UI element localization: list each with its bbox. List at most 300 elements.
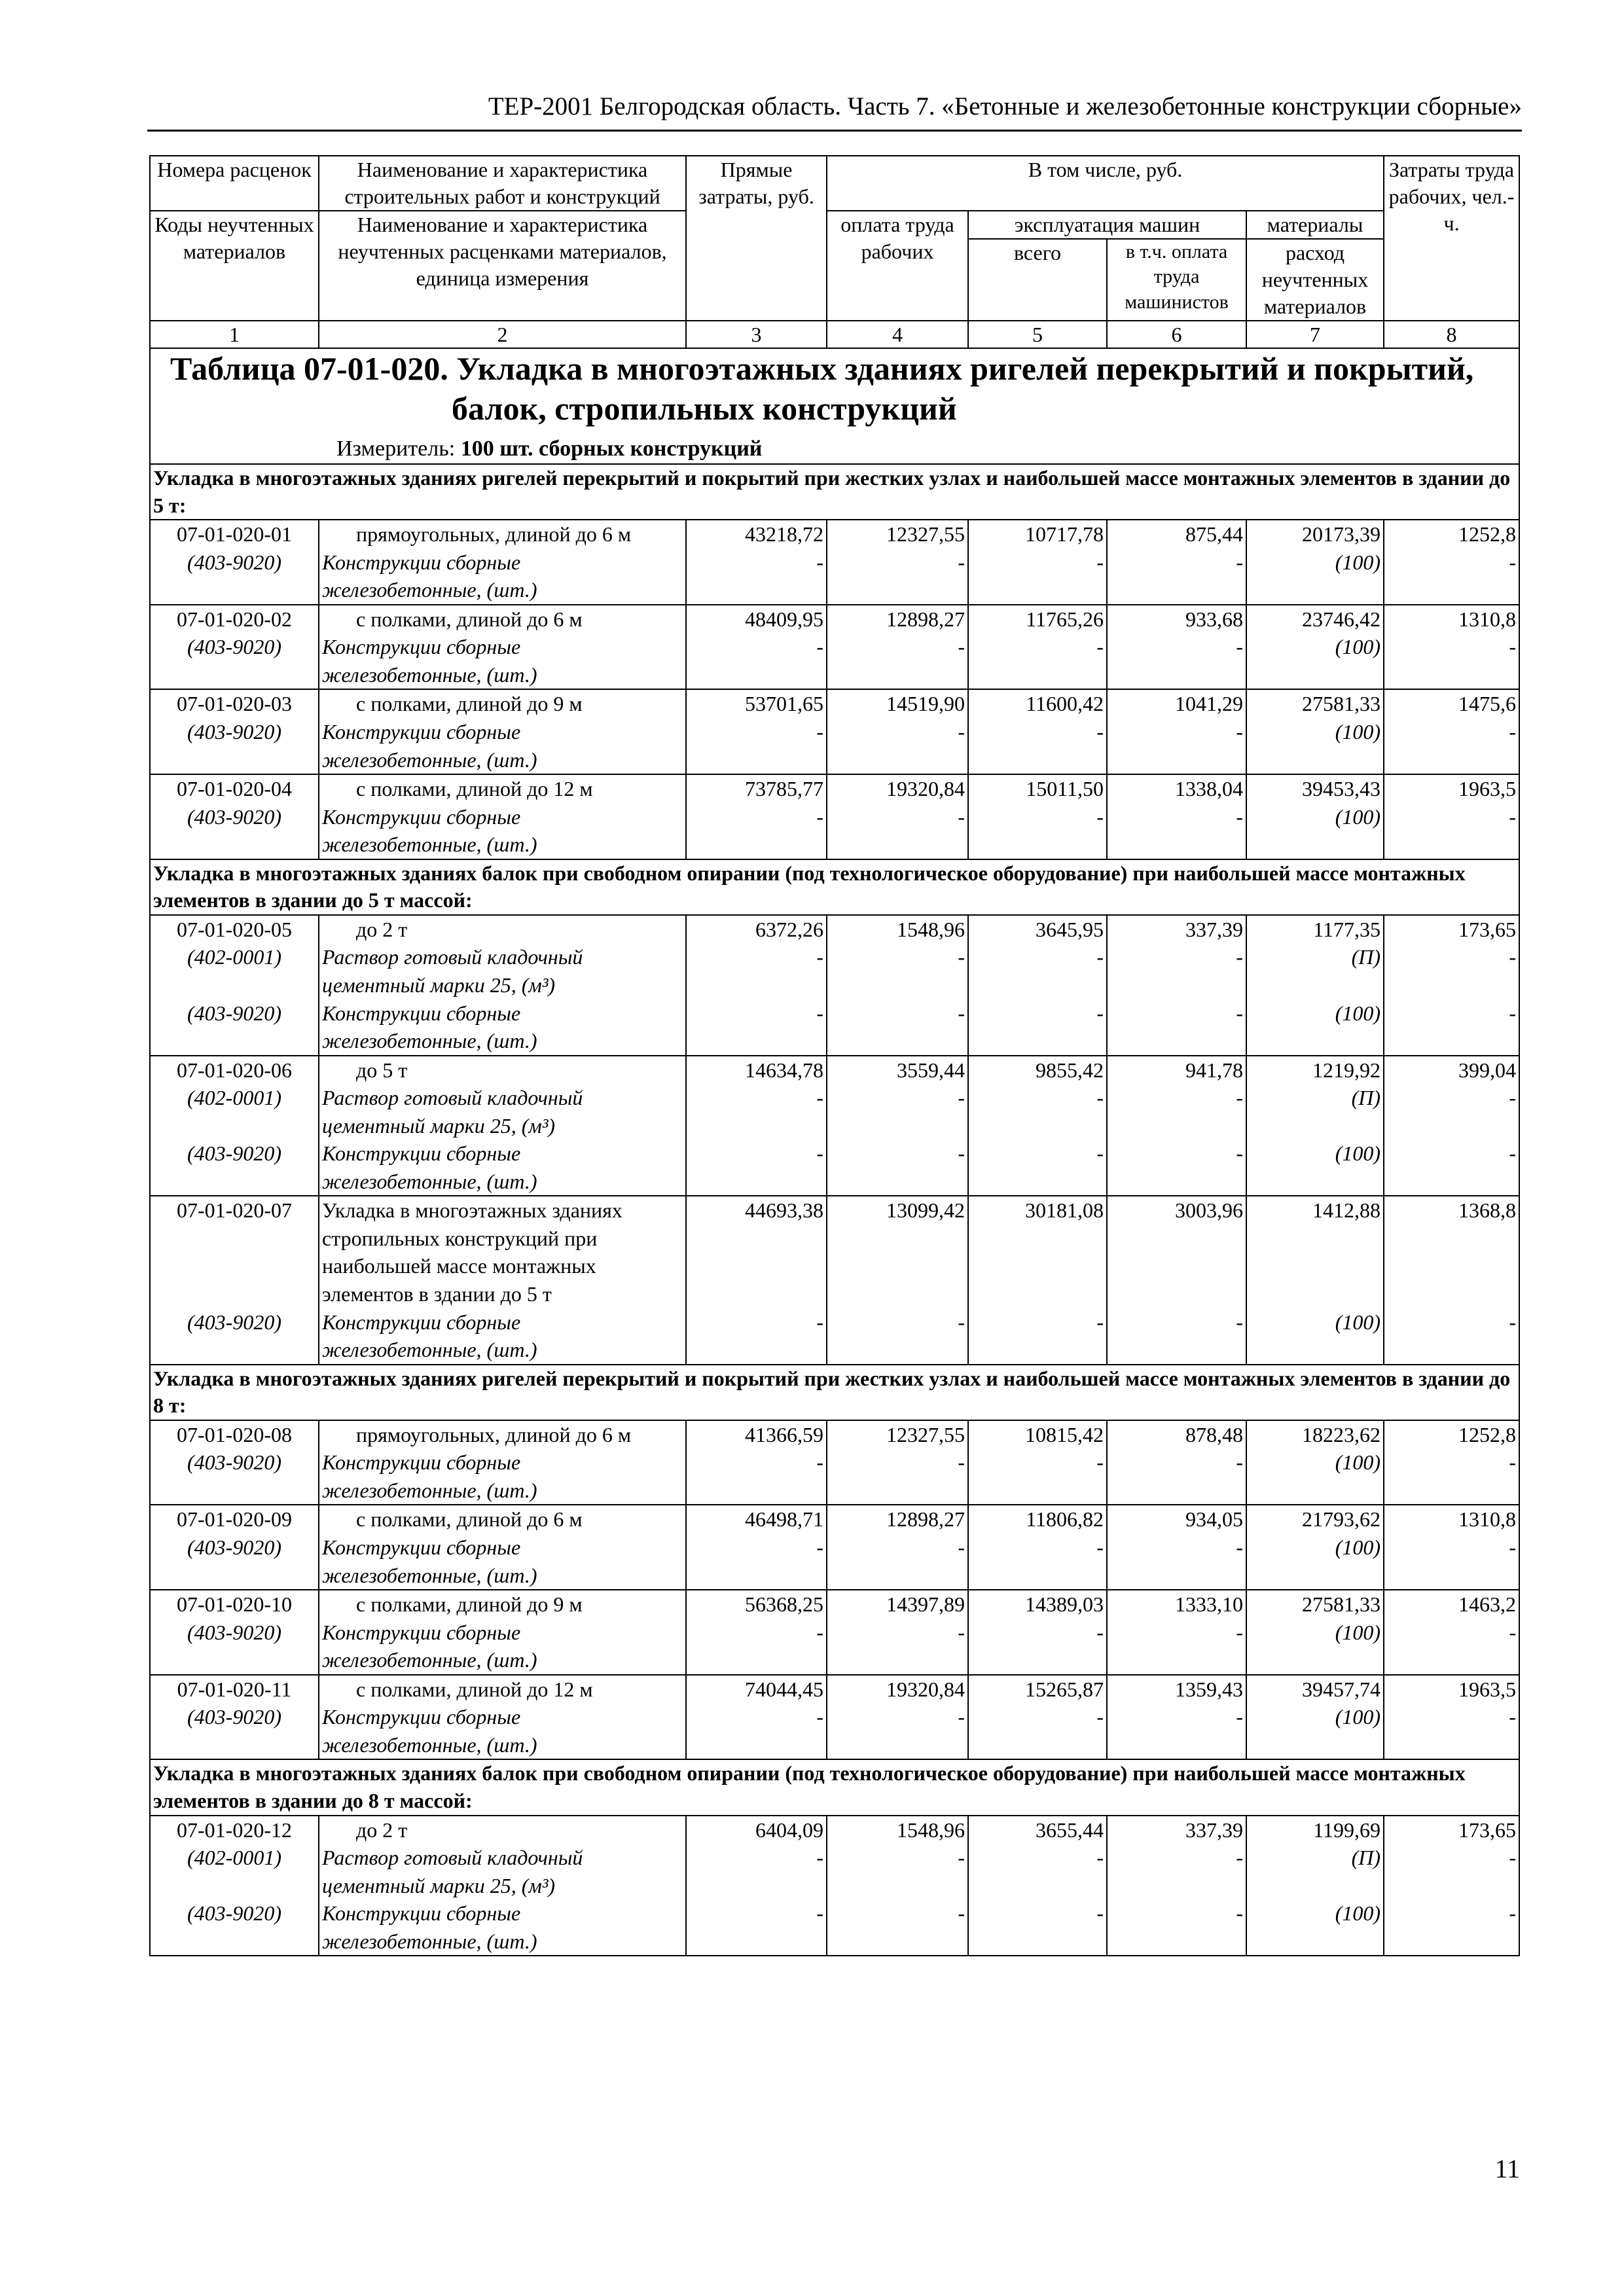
operator-labor-cost-cell [1107, 1196, 1246, 1364]
rate-name-cell [319, 689, 686, 774]
operator-labor-cost-cell [1107, 520, 1246, 605]
material-value: - [1509, 1086, 1517, 1110]
material-value: - [1236, 1901, 1243, 1926]
rate-code: 07-01-020-11 [177, 1677, 292, 1701]
machine-cost-cell [968, 1420, 1107, 1505]
rate-name-cell [319, 1196, 686, 1364]
direct-cost: 41366,59 [745, 1422, 823, 1446]
material-name: Конструкции сборные железобетонные, (шт.) [322, 804, 537, 857]
labor-cost: 19320,84 [886, 1677, 965, 1701]
material-value: (100) [1335, 1705, 1381, 1729]
machine-cost-cell [968, 1505, 1107, 1590]
materials-cost: 39453,43 [1302, 777, 1381, 801]
material-value: (100) [1335, 804, 1381, 829]
spacer [1387, 1872, 1516, 1900]
materials-cost: 27581,33 [1302, 692, 1381, 716]
material-value: - [816, 719, 823, 744]
labor-cost-cell [827, 915, 968, 1056]
spacer [1110, 1112, 1243, 1140]
direct-cost-cell [686, 1505, 827, 1590]
rate-name: с полками, длиной до 6 м [356, 607, 583, 631]
material-value: (100) [1335, 1535, 1381, 1559]
col-number: 2 [319, 321, 686, 348]
machine-cost-cell [968, 689, 1107, 774]
labor-hours: 1463,2 [1458, 1592, 1517, 1617]
material-value: - [1509, 1705, 1517, 1729]
material-value: - [1509, 945, 1517, 969]
materials-cost-cell [1246, 1420, 1384, 1505]
machine-cost-cell [968, 1590, 1107, 1675]
labor-cost-cell [827, 1675, 968, 1760]
material-name: Конструкции сборные железобетонные, (шт.) [322, 1450, 537, 1502]
spacer [1387, 1280, 1516, 1308]
material-name: Раствор готовый кладочный цементный марки 25, (м³) [322, 945, 583, 997]
material-value: - [958, 1141, 965, 1166]
spacer [971, 971, 1104, 999]
material-code: (403-9020) [187, 1901, 281, 1926]
operator-labor-cost: 933,68 [1185, 607, 1243, 631]
rate-name: с полками, длиной до 12 м [356, 1677, 593, 1701]
rate-row [150, 915, 1519, 1056]
direct-cost: 14634,78 [745, 1058, 823, 1082]
col-number: 8 [1384, 321, 1519, 348]
rate-row [150, 689, 1519, 774]
col8-header: Затраты труда рабочих, чел.-ч. [1384, 156, 1519, 321]
material-value: - [816, 1086, 823, 1110]
measure-value: 100 шт. сборных конструкций [460, 436, 763, 461]
page-number: 11 [1494, 2154, 1520, 2183]
material-code: (403-9020) [187, 1535, 281, 1559]
col-number: 4 [827, 321, 968, 348]
labor-cost: 13099,42 [886, 1198, 965, 1223]
direct-cost: 43218,72 [745, 522, 823, 547]
material-value: - [1096, 635, 1104, 659]
material-value: - [958, 945, 965, 969]
material-value: - [1096, 1310, 1104, 1334]
material-value: - [816, 1901, 823, 1926]
labor-hours: 1368,8 [1458, 1198, 1517, 1223]
material-value: - [1236, 1310, 1243, 1334]
direct-cost: 73785,77 [745, 777, 823, 801]
spacer [1387, 1225, 1516, 1253]
operator-labor-cost-cell [1107, 1056, 1246, 1196]
spacer [1250, 1225, 1380, 1253]
materials-cost: 23746,42 [1302, 607, 1381, 631]
rate-row [150, 1505, 1519, 1590]
spacer [1250, 1280, 1380, 1308]
operator-labor-cost: 878,48 [1185, 1422, 1243, 1446]
labor-hours: 1310,8 [1458, 1507, 1517, 1532]
material-value: - [816, 1620, 823, 1644]
materials-cost-cell [1246, 520, 1384, 605]
materials-cost: 1219,92 [1312, 1058, 1381, 1082]
material-value: (П) [1351, 945, 1381, 969]
labor-cost-cell [827, 1590, 968, 1675]
labor-hours-cell [1384, 1505, 1519, 1590]
section-header-row [150, 1759, 1519, 1815]
rate-name: до 5 т [356, 1058, 408, 1082]
col6-header: в т.ч. оплата труда машинистов [1107, 239, 1246, 321]
materials-cost-cell [1246, 1196, 1384, 1364]
material-value: - [1509, 1846, 1517, 1870]
table-title-line1: Таблица 07-01-020. Укладка в многоэтажных зданиях ригелей перекрытий и покрытий, [170, 350, 1474, 387]
spacer [830, 971, 965, 999]
material-value: - [816, 1450, 823, 1475]
operator-labor-cost: 1041,29 [1175, 692, 1243, 716]
machine-cost: 11765,26 [1026, 607, 1104, 631]
material-value: (100) [1335, 719, 1381, 744]
direct-cost: 6404,09 [755, 1818, 823, 1842]
materials-cost: 1412,88 [1312, 1198, 1381, 1223]
section-title: Укладка в многоэтажных зданиях балок при свободном опирании (под технологическое оборудование) при наибольшей массе монтажных элементов в здании до 8 т массой: [150, 1759, 1519, 1815]
rate-code: 07-01-020-10 [177, 1592, 292, 1617]
material-value: - [958, 1620, 965, 1644]
operator-labor-cost-cell [1107, 915, 1246, 1056]
labor-hours: 399,04 [1458, 1058, 1517, 1082]
rates-table [149, 155, 1520, 1956]
material-value: - [1509, 1901, 1517, 1926]
material-name: Конструкции сборные железобетонные, (шт.) [322, 1141, 537, 1193]
material-value: - [1509, 550, 1517, 574]
rate-code: 07-01-020-05 [177, 917, 292, 941]
labor-cost: 1548,96 [897, 1818, 965, 1842]
material-value: - [1236, 1620, 1243, 1644]
operator-labor-cost: 1333,10 [1175, 1592, 1243, 1617]
materials-cost: 27581,33 [1302, 1592, 1381, 1617]
material-value: - [1509, 1535, 1517, 1559]
spacer [1250, 1112, 1380, 1140]
material-value: - [816, 804, 823, 829]
spacer [1250, 1252, 1380, 1280]
col2-top-header: Наименование и характеристика строительных работ и конструкций [319, 156, 686, 211]
spacer [689, 1112, 823, 1140]
labor-hours-cell [1384, 915, 1519, 1056]
material-value: - [958, 1846, 965, 1870]
labor-hours-cell [1384, 1816, 1519, 1956]
material-value: - [1096, 719, 1104, 744]
direct-cost: 48409,95 [745, 607, 823, 631]
material-value: - [816, 550, 823, 574]
measure-line [153, 434, 1516, 463]
spacer [689, 1872, 823, 1900]
labor-hours: 1310,8 [1458, 607, 1517, 631]
materials-cost-cell [1246, 689, 1384, 774]
material-value: (100) [1335, 1620, 1381, 1644]
col2-bottom-header: Наименование и характеристика неучтенных расценками материалов, единица измерения [319, 211, 686, 321]
machine-cost: 9855,42 [1036, 1058, 1104, 1082]
materials-cost-cell [1246, 605, 1384, 690]
operator-labor-cost-cell [1107, 774, 1246, 859]
machines-group-header: эксплуатация машин [968, 211, 1246, 239]
col-number: 3 [686, 321, 827, 348]
rate-name-cell [319, 1505, 686, 1590]
operator-labor-cost: 875,44 [1185, 522, 1243, 547]
col-number: 1 [150, 321, 319, 348]
spacer [1387, 1112, 1516, 1140]
rate-row [150, 1196, 1519, 1364]
rate-code: 07-01-020-04 [177, 777, 292, 801]
labor-cost: 12898,27 [886, 607, 965, 631]
material-name: Раствор готовый кладочный цементный марки 25, (м³) [322, 1846, 583, 1897]
labor-hours: 173,65 [1458, 917, 1517, 941]
material-code: (403-9020) [187, 635, 281, 659]
material-value: (100) [1335, 1450, 1381, 1475]
spacer [1387, 971, 1516, 999]
rate-row [150, 1420, 1519, 1505]
material-value: - [1236, 1141, 1243, 1166]
machine-cost-cell [968, 1675, 1107, 1760]
col-number: 7 [1246, 321, 1384, 348]
material-code: (402-0001) [187, 945, 281, 969]
labor-cost: 1548,96 [897, 917, 965, 941]
labor-hours-cell [1384, 689, 1519, 774]
spacer [1110, 1872, 1243, 1900]
rate-name: с полками, длиной до 9 м [356, 1592, 583, 1617]
spacer [1110, 1280, 1243, 1308]
materials-group-header: материалы [1246, 211, 1384, 239]
material-code: (403-9020) [187, 804, 281, 829]
material-value: - [816, 1846, 823, 1870]
material-value: - [1096, 945, 1104, 969]
material-code: (402-0001) [187, 1086, 281, 1110]
spacer [830, 1225, 965, 1253]
material-name: Конструкции сборные железобетонные, (шт.) [322, 1620, 537, 1672]
material-code: (403-9020) [187, 1310, 281, 1334]
operator-labor-cost-cell [1107, 605, 1246, 690]
material-value: - [1236, 1535, 1243, 1559]
spacer [689, 1252, 823, 1280]
spacer [689, 971, 823, 999]
spacer [153, 1872, 316, 1900]
machine-cost: 14389,03 [1025, 1592, 1104, 1617]
section-title: Укладка в многоэтажных зданиях ригелей перекрытий и покрытий при жестких узлах и наибольшей массе монтажных элементов в здании до 8 т: [150, 1365, 1519, 1420]
operator-labor-cost: 337,39 [1185, 1818, 1243, 1842]
page-header-title: ТЕР-2001 Белгородская область. Часть 7. «Бетонные и железобетонные конструкции сборные» [488, 92, 1522, 120]
material-value: (100) [1335, 1141, 1381, 1166]
operator-labor-cost-cell [1107, 1505, 1246, 1590]
labor-cost-cell [827, 1056, 968, 1196]
direct-cost-cell [686, 605, 827, 690]
table-title-line2: балок, стропильных конструкций [452, 389, 957, 427]
rate-code-cell [150, 1196, 319, 1364]
material-value: - [1236, 719, 1243, 744]
col-number: 6 [1107, 321, 1246, 348]
machine-cost-cell [968, 1196, 1107, 1364]
rate-name: с полками, длиной до 6 м [356, 1507, 583, 1532]
rate-row [150, 1590, 1519, 1675]
rate-code-cell [150, 1056, 319, 1196]
machine-cost-cell [968, 605, 1107, 690]
material-value: - [958, 1310, 965, 1334]
table-title-cell [150, 348, 1519, 464]
machine-cost-cell [968, 1816, 1107, 1956]
material-value: - [816, 1705, 823, 1729]
material-value: - [1236, 1086, 1243, 1110]
rate-name: до 2 т [356, 1818, 408, 1842]
col5-header: всего [968, 239, 1107, 321]
material-value: - [1509, 1310, 1517, 1334]
spacer [1110, 1225, 1243, 1253]
material-value: - [816, 945, 823, 969]
operator-labor-cost-cell [1107, 1420, 1246, 1505]
rate-code-cell [150, 1816, 319, 1956]
machine-cost: 3645,95 [1036, 917, 1104, 941]
material-value: - [1509, 635, 1517, 659]
rate-code-cell [150, 915, 319, 1056]
material-code: (403-9020) [187, 550, 281, 574]
material-value: - [958, 719, 965, 744]
rate-row [150, 520, 1519, 605]
labor-cost-cell [827, 605, 968, 690]
rate-name-cell [319, 774, 686, 859]
spacer [1250, 1872, 1380, 1900]
material-value: - [1236, 550, 1243, 574]
material-value: - [1236, 1001, 1243, 1025]
spacer [1250, 971, 1380, 999]
spacer [153, 1112, 316, 1140]
labor-hours-cell [1384, 774, 1519, 859]
material-value: - [1236, 1705, 1243, 1729]
material-name: Конструкции сборные железобетонные, (шт.) [322, 1901, 537, 1953]
rate-row [150, 1675, 1519, 1760]
labor-hours: 1963,5 [1458, 1677, 1517, 1701]
spacer [971, 1112, 1104, 1140]
materials-cost: 20173,39 [1302, 522, 1381, 547]
direct-cost-cell [686, 1420, 827, 1505]
rate-code: 07-01-020-06 [177, 1058, 292, 1082]
rate-name: Укладка в многоэтажных зданиях стропильных конструкций при наибольшей массе монтажных элементов в здании до 5 т [322, 1198, 623, 1306]
machine-cost: 11806,82 [1026, 1507, 1104, 1532]
rate-code-cell [150, 689, 319, 774]
section-title: Укладка в многоэтажных зданиях балок при свободном опирании (под технологическое оборудование) при наибольшей массе монтажных элементов в здании до 5 т массой: [150, 859, 1519, 915]
spacer [1387, 1252, 1516, 1280]
material-value: - [1096, 1846, 1104, 1870]
rate-name-cell [319, 605, 686, 690]
material-value: - [958, 804, 965, 829]
rate-name-cell [319, 1056, 686, 1196]
labor-cost-cell [827, 1196, 968, 1364]
material-value: - [1096, 1705, 1104, 1729]
rate-code: 07-01-020-01 [177, 522, 292, 547]
machine-cost-cell [968, 774, 1107, 859]
material-value: - [1096, 1450, 1104, 1475]
material-value: (100) [1335, 635, 1381, 659]
material-value: - [1096, 1141, 1104, 1166]
labor-cost-cell [827, 774, 968, 859]
materials-cost-cell [1246, 774, 1384, 859]
machine-cost: 10815,42 [1025, 1422, 1104, 1446]
materials-cost: 1199,69 [1313, 1818, 1381, 1842]
spacer [971, 1225, 1104, 1253]
labor-hours-cell [1384, 605, 1519, 690]
material-value: - [816, 1141, 823, 1166]
col3-header: Прямые затраты, руб. [686, 156, 827, 321]
material-value: - [1509, 1450, 1517, 1475]
direct-cost: 46498,71 [745, 1507, 823, 1532]
material-value: - [958, 1086, 965, 1110]
labor-hours: 1252,8 [1458, 1422, 1517, 1446]
operator-labor-cost: 1338,04 [1175, 777, 1243, 801]
material-value: - [958, 550, 965, 574]
machine-cost: 10717,78 [1025, 522, 1104, 547]
material-value: - [1236, 635, 1243, 659]
material-name: Конструкции сборные железобетонные, (шт.) [322, 1535, 537, 1587]
machine-cost: 3655,44 [1036, 1818, 1104, 1842]
machine-cost: 15265,87 [1025, 1677, 1104, 1701]
section-header-row [150, 859, 1519, 915]
materials-cost: 18223,62 [1302, 1422, 1381, 1446]
labor-hours-cell [1384, 1196, 1519, 1364]
material-value: - [816, 1310, 823, 1334]
labor-hours: 1963,5 [1458, 777, 1517, 801]
rate-code-cell [150, 1590, 319, 1675]
labor-hours-cell [1384, 1420, 1519, 1505]
material-value: (100) [1335, 1310, 1381, 1334]
machine-cost-cell [968, 915, 1107, 1056]
material-code: (403-9020) [187, 1705, 281, 1729]
spacer [1110, 1252, 1243, 1280]
labor-cost: 12327,55 [886, 1422, 965, 1446]
labor-hours-cell [1384, 1675, 1519, 1760]
rate-name-cell [319, 915, 686, 1056]
material-value: - [816, 1001, 823, 1025]
col1-bottom-header: Коды неучтенных материалов [150, 211, 319, 321]
operator-labor-cost-cell [1107, 1816, 1246, 1956]
labor-cost: 19320,84 [886, 777, 965, 801]
material-value: - [1509, 719, 1517, 744]
rate-code: 07-01-020-03 [177, 692, 292, 716]
labor-cost-cell [827, 1505, 968, 1590]
direct-cost-cell [686, 1675, 827, 1760]
direct-cost: 74044,45 [745, 1677, 823, 1701]
material-code: (403-9020) [187, 1620, 281, 1644]
material-value: - [958, 1535, 965, 1559]
labor-cost: 12898,27 [886, 1507, 965, 1532]
material-value: - [1236, 1846, 1243, 1870]
spacer [153, 1252, 316, 1280]
labor-hours-cell [1384, 520, 1519, 605]
including-group-header: В том числе, руб. [827, 156, 1384, 211]
rate-row [150, 605, 1519, 690]
materials-cost: 1177,35 [1313, 917, 1381, 941]
rate-code-cell [150, 605, 319, 690]
material-name: Конструкции сборные железобетонные, (шт.) [322, 635, 537, 687]
material-code: (403-9020) [187, 1001, 281, 1025]
rate-code: 07-01-020-07 [177, 1198, 292, 1223]
rate-name-cell [319, 1675, 686, 1760]
material-value: (П) [1351, 1086, 1381, 1110]
rate-name: прямоугольных, длиной до 6 м [356, 522, 632, 547]
spacer [689, 1225, 823, 1253]
direct-cost-cell [686, 915, 827, 1056]
material-value: - [1509, 1001, 1517, 1025]
material-name: Раствор готовый кладочный цементный марки 25, (м³) [322, 1086, 583, 1138]
spacer [971, 1872, 1104, 1900]
direct-cost: 6372,26 [755, 917, 823, 941]
labor-cost: 14519,90 [886, 692, 965, 716]
direct-cost: 44693,38 [745, 1198, 823, 1223]
material-value: - [1096, 1086, 1104, 1110]
col4-header: оплата труда рабочих [827, 211, 968, 321]
material-value: - [958, 1901, 965, 1926]
material-value: (П) [1351, 1846, 1381, 1870]
operator-labor-cost: 934,05 [1185, 1507, 1243, 1532]
operator-labor-cost: 3003,96 [1175, 1198, 1243, 1223]
operator-labor-cost: 1359,43 [1175, 1677, 1243, 1701]
spacer [153, 1280, 316, 1308]
rate-code: 07-01-020-09 [177, 1507, 292, 1532]
material-code: (403-9020) [187, 719, 281, 744]
